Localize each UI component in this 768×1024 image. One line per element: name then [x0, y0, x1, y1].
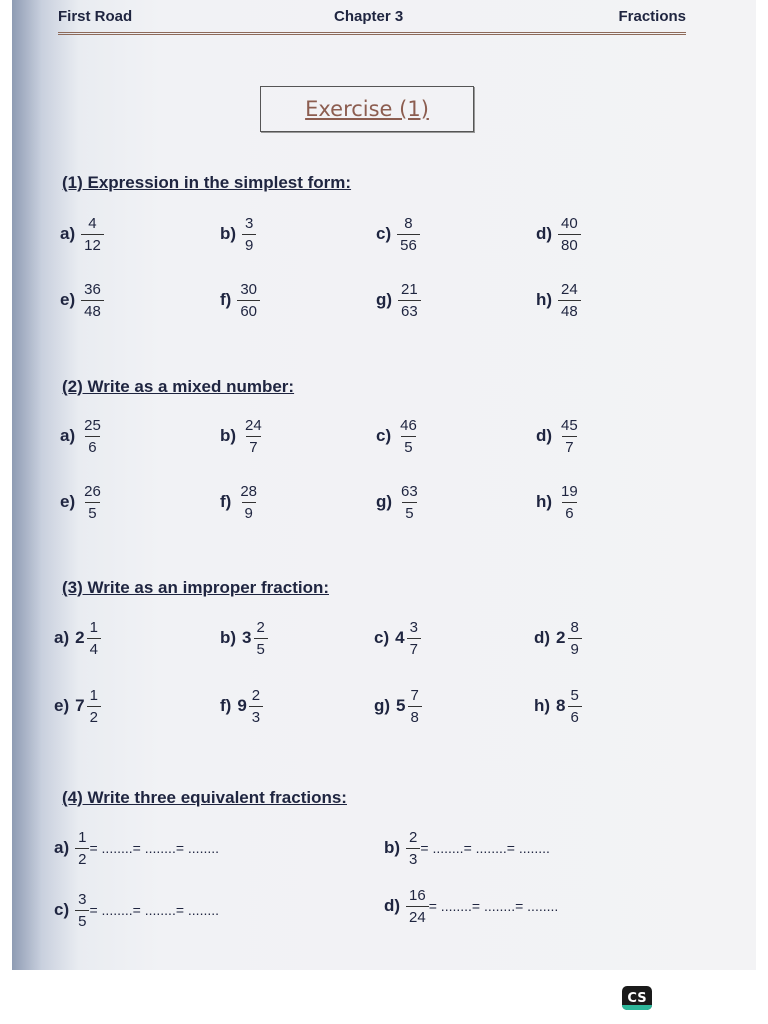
denominator: 2: [87, 706, 101, 725]
fraction: [568, 688, 582, 725]
denominator: 9: [568, 638, 582, 657]
camscanner-logo: [622, 986, 652, 1010]
denominator: 5: [75, 910, 89, 929]
question-1g: [376, 274, 421, 326]
question-label: h): [534, 696, 551, 715]
question-2f: [220, 476, 260, 528]
question-2h: [536, 476, 581, 528]
question-label: h): [536, 290, 553, 309]
denominator: 6: [85, 436, 99, 455]
question-label: c): [376, 224, 392, 243]
section-3-title: (3) Write as an improper fraction:: [62, 578, 330, 597]
denominator: 5: [402, 502, 416, 521]
denominator: 63: [398, 300, 421, 319]
denominator: 5: [254, 638, 268, 657]
numerator: 8: [570, 618, 579, 636]
question-3e: [54, 680, 101, 732]
denominator: 48: [81, 300, 104, 319]
fraction: [81, 484, 104, 521]
fraction: [398, 282, 421, 319]
question-4c: [54, 884, 219, 936]
denominator: 48: [558, 300, 581, 319]
question-1a: [60, 208, 104, 260]
numerator: 24: [561, 280, 578, 298]
question-label: e): [60, 492, 76, 511]
fraction: [242, 418, 265, 455]
page-header: [58, 6, 686, 35]
question-label: f): [220, 290, 232, 309]
question-2d: [536, 410, 581, 462]
fraction: [81, 282, 104, 319]
question-2g: [376, 476, 421, 528]
numerator: 28: [240, 482, 258, 500]
fraction: [242, 216, 256, 253]
question-1e: [60, 274, 104, 326]
question-1c: [376, 208, 420, 260]
fraction: [408, 688, 422, 725]
fraction: [406, 888, 429, 925]
numerator: 40: [561, 214, 578, 232]
whole-number: 8: [556, 696, 566, 715]
question-2e: [60, 476, 104, 528]
numerator: 8: [404, 214, 413, 232]
fraction: [237, 282, 260, 319]
question-4b: [384, 822, 550, 874]
whole-number: 5: [396, 696, 406, 715]
numerator: 3: [78, 890, 87, 908]
numerator: 21: [401, 280, 418, 298]
section-2-title: (2) Write as a mixed number:: [62, 377, 295, 396]
numerator: 26: [84, 482, 101, 500]
numerator: 2: [409, 828, 418, 846]
question-2c: [376, 410, 420, 462]
question-label: c): [374, 628, 390, 647]
whole-number: 4: [395, 628, 405, 647]
question-2a: [60, 410, 104, 462]
numerator: 7: [410, 686, 419, 704]
fraction: [558, 418, 581, 455]
answer-blanks[interactable]: = ........= ........= ........: [428, 898, 559, 914]
numerator: 4: [88, 214, 97, 232]
question-label: d): [534, 628, 551, 647]
question-3b: [220, 612, 268, 664]
denominator: 8: [408, 706, 422, 725]
denominator: 60: [237, 300, 260, 319]
header-book-title: First Road: [58, 8, 133, 25]
whole-number: 2: [75, 628, 85, 647]
question-label: f): [220, 492, 232, 511]
denominator: 3: [249, 706, 263, 725]
denominator: 3: [406, 848, 420, 867]
numerator: 46: [400, 416, 417, 434]
whole-number: 9: [237, 696, 247, 715]
question-label: f): [220, 696, 232, 715]
question-1f: [220, 274, 260, 326]
whole-number: 3: [242, 628, 252, 647]
numerator: 5: [570, 686, 579, 704]
question-4a: [54, 822, 219, 874]
numerator: 63: [401, 482, 418, 500]
fraction: [568, 620, 582, 657]
fraction: [237, 484, 260, 521]
question-label: g): [376, 290, 393, 309]
fraction: [75, 830, 89, 867]
whole-number: 2: [556, 628, 566, 647]
fraction: [407, 620, 421, 657]
denominator: 2: [75, 848, 89, 867]
denominator: 4: [87, 638, 101, 657]
numerator: 25: [84, 416, 101, 434]
question-label: d): [384, 896, 401, 915]
numerator: 1: [89, 618, 98, 636]
fraction: [397, 216, 420, 253]
question-label: e): [54, 696, 70, 715]
fraction: [81, 216, 104, 253]
fraction: [87, 620, 101, 657]
question-3c: [374, 612, 421, 664]
section-4-title: (4) Write three equivalent fractions:: [62, 788, 347, 807]
fraction: [558, 216, 581, 253]
question-3h: [534, 680, 582, 732]
question-label: a): [54, 838, 70, 857]
question-1b: [220, 208, 256, 260]
question-label: a): [54, 628, 70, 647]
denominator: 9: [242, 502, 256, 521]
question-label: d): [536, 224, 553, 243]
denominator: 12: [81, 234, 104, 253]
fraction: [406, 830, 420, 867]
question-3a: [54, 612, 101, 664]
question-label: a): [60, 426, 76, 445]
question-label: c): [54, 900, 70, 919]
answer-blanks[interactable]: = ........= ........= ........: [89, 840, 220, 856]
numerator: 2: [256, 618, 265, 636]
question-label: b): [384, 838, 401, 857]
denominator: 6: [568, 706, 582, 725]
denominator: 9: [242, 234, 256, 253]
fraction: [558, 282, 581, 319]
numerator: 30: [240, 280, 258, 298]
fraction: [254, 620, 268, 657]
numerator: 19: [561, 482, 578, 500]
section-1-title: (1) Expression in the simplest form:: [62, 173, 352, 192]
numerator: 16: [409, 886, 426, 904]
numerator: 24: [245, 416, 262, 434]
question-3f: [220, 680, 263, 732]
fraction: [397, 418, 420, 455]
fraction: [75, 892, 89, 929]
question-label: b): [220, 628, 237, 647]
exercise-title: Exercise (1): [305, 97, 429, 121]
fraction: [398, 484, 421, 521]
question-label: b): [220, 224, 237, 243]
question-3g: [374, 680, 422, 732]
numerator: 3: [409, 618, 418, 636]
numerator: 45: [561, 416, 578, 434]
header-topic: Fractions: [618, 8, 686, 25]
header-chapter: Chapter 3: [334, 8, 404, 25]
numerator: 3: [245, 214, 254, 232]
denominator: 56: [397, 234, 420, 253]
answer-blanks[interactable]: = ........= ........= ........: [420, 840, 550, 856]
exercise-title-box: [260, 86, 474, 132]
worksheet-page: [12, 0, 756, 970]
question-label: a): [60, 224, 76, 243]
numerator: 1: [89, 686, 98, 704]
question-label: g): [376, 492, 393, 511]
whole-number: 7: [75, 696, 85, 715]
fraction: [87, 688, 101, 725]
badge-text: CS: [627, 990, 647, 1006]
question-1d: [536, 208, 581, 260]
denominator: 7: [562, 436, 576, 455]
denominator: 6: [562, 502, 576, 521]
denominator: 7: [246, 436, 260, 455]
numerator: 1: [78, 828, 87, 846]
question-1h: [536, 274, 581, 326]
question-2b: [220, 410, 265, 462]
denominator: 24: [406, 906, 429, 925]
answer-blanks[interactable]: = ........= ........= ........: [89, 902, 220, 918]
fraction: [249, 688, 263, 725]
question-3d: [534, 612, 582, 664]
question-label: h): [536, 492, 553, 511]
question-4d: [384, 880, 558, 932]
fraction: [81, 418, 104, 455]
numerator: 2: [251, 686, 261, 704]
denominator: 80: [558, 234, 581, 253]
fraction: [558, 484, 581, 521]
question-label: d): [536, 426, 553, 445]
denominator: 5: [401, 436, 415, 455]
denominator: 7: [407, 638, 421, 657]
denominator: 5: [85, 502, 99, 521]
question-label: b): [220, 426, 237, 445]
question-label: c): [376, 426, 392, 445]
question-label: e): [60, 290, 76, 309]
numerator: 36: [84, 280, 101, 298]
question-label: g): [374, 696, 391, 715]
